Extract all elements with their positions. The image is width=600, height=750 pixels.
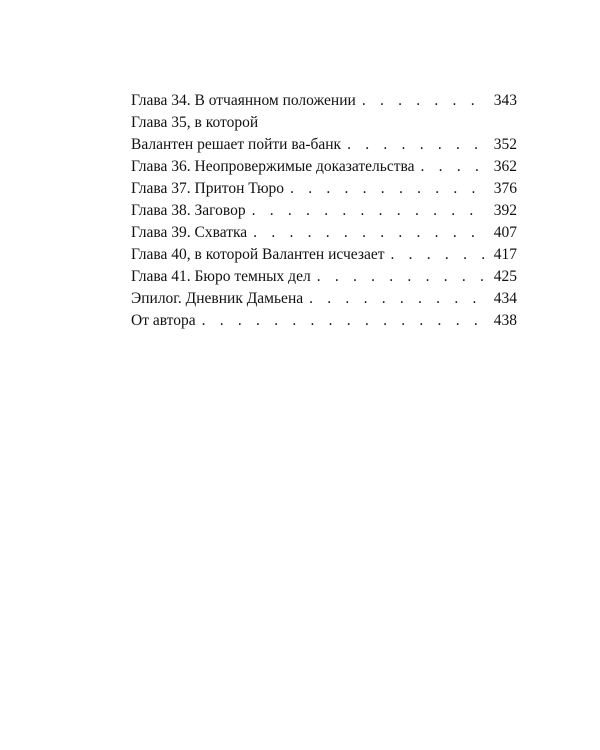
dot-leader	[202, 310, 485, 332]
toc-entry-page: 425	[493, 268, 517, 285]
toc-entry-page: 362	[493, 158, 517, 175]
toc-entry-page: 343	[493, 92, 517, 109]
toc-entry-page: 434	[493, 290, 517, 307]
dot-leader	[253, 222, 485, 244]
toc-entry-title: Глава 41. Бюро темных дел	[131, 268, 311, 285]
toc-entry-title: От автора	[131, 312, 196, 329]
toc-entry-page: 438	[493, 312, 517, 329]
toc-entry-author-note[interactable]	[131, 310, 517, 332]
toc-entry-title: Глава 34. В отчаянном положении	[131, 92, 356, 109]
toc-entry-chapter-37[interactable]	[131, 178, 517, 200]
toc-entry-chapter-34[interactable]	[131, 90, 517, 112]
toc-entry-page: 407	[493, 224, 517, 241]
toc-entry-title: Глава 38. Заговор	[131, 202, 246, 219]
toc-entry-chapter-39[interactable]	[131, 222, 517, 244]
dot-leader	[421, 156, 485, 178]
toc-entry-epilogue[interactable]	[131, 288, 517, 310]
dot-leader	[362, 90, 485, 112]
toc-entry-chapter-41[interactable]	[131, 266, 517, 288]
toc-entry-title: Валантен решает пойти ва-банк	[131, 136, 342, 153]
table-of-contents	[131, 90, 517, 332]
toc-entry-title: Глава 39. Схватка	[131, 224, 248, 241]
toc-entry-chapter-36[interactable]	[131, 156, 517, 178]
toc-entry-page: 417	[493, 246, 517, 263]
toc-entry-title: Глава 37. Притон Тюро	[131, 180, 285, 197]
dot-leader	[390, 244, 485, 266]
toc-entry-title: Эпилог. Дневник Дамьена	[131, 290, 304, 307]
dot-leader	[252, 200, 485, 222]
toc-entry-page: 376	[493, 180, 517, 197]
dot-leader	[317, 266, 485, 288]
dot-leader	[347, 134, 485, 156]
dot-leader	[290, 178, 485, 200]
toc-entry-title-line1: Глава 35, в которой	[131, 114, 259, 131]
dot-leader	[309, 288, 485, 310]
toc-entry-chapter-35[interactable]	[131, 112, 517, 156]
toc-entry-page: 392	[493, 202, 517, 219]
toc-entry-title: Глава 40, в которой Валантен исчезает	[131, 246, 385, 263]
toc-entry-page: 352	[493, 136, 517, 153]
toc-entry-chapter-38[interactable]	[131, 200, 517, 222]
toc-entry-title: Глава 36. Неопровержимые доказательства	[131, 158, 415, 175]
toc-entry-chapter-40[interactable]	[131, 244, 517, 266]
